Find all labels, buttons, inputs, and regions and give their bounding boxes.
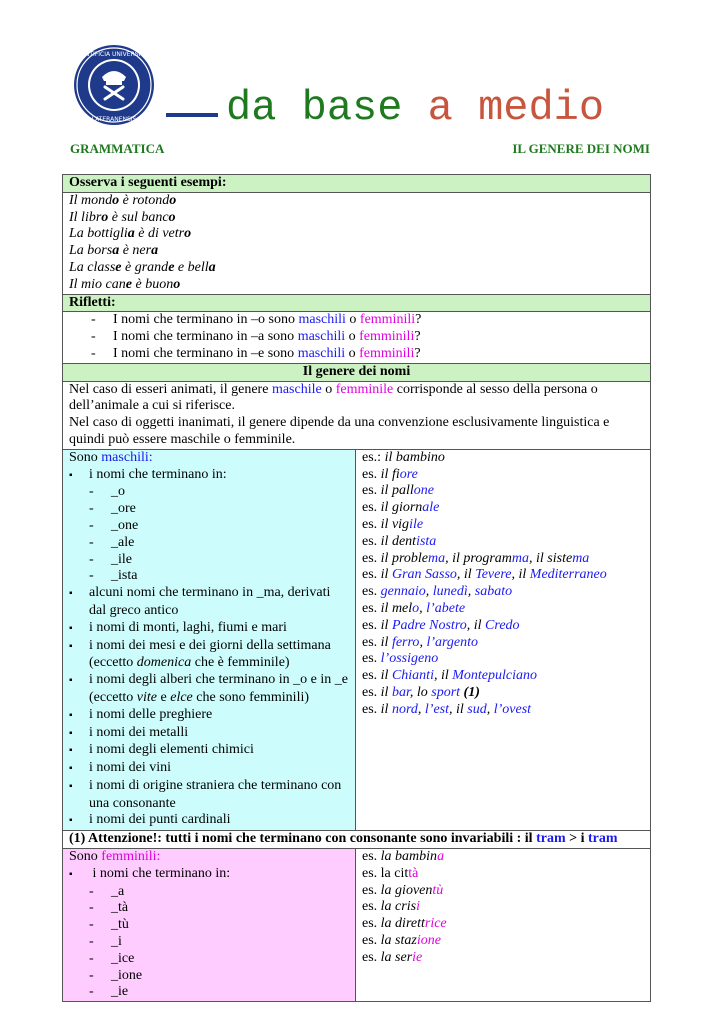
example-stem: la cris [380,899,417,915]
dash-marker: - [89,900,94,916]
intro-text: Sono [69,849,102,865]
example-prefix: es. [362,949,381,965]
rule-text: che è femminile) [191,655,290,671]
example-word: , [419,634,427,650]
footnote-ref: (1) [460,684,480,700]
example-word: o [412,600,420,616]
example-prefix: es. [362,634,381,650]
rule-item [69,638,349,673]
example-part: e [115,259,122,275]
masc-word: maschili [298,312,346,328]
example-word: ferro [391,634,420,650]
ending-example [362,916,644,933]
example-part: a [208,259,216,275]
rule-example [362,702,644,719]
ending-item [69,984,349,1001]
example-word: l’argento [426,634,479,650]
example-part: è sul banc [108,209,169,225]
question-mark: ? [414,329,421,345]
example-prefix: es. [362,600,381,616]
example-word: , [425,584,433,600]
ending-item [69,934,349,951]
example-article: il proble [380,550,428,566]
fem-word: femminili [359,329,415,345]
intro-masc: maschili: [101,449,153,465]
example-prefix: es. [362,899,381,915]
example-word: Mediterraneo [529,567,607,583]
rule-item [69,620,349,638]
genre-text: corrisponde al sesso della persona o dell’animale a cui si riferisce. [69,381,598,414]
bullet-marker: ▪ [69,588,73,600]
ending-item [69,568,349,585]
ending-example [362,883,644,900]
example-part: o [169,192,177,208]
rule-item [69,725,349,743]
ending-example [362,450,644,467]
example-stem: la gioven [380,882,433,898]
rule-text: i nomi dei punti cardinali [89,812,231,828]
example-suffix: ale [422,500,440,516]
ending-text: _ie [111,984,129,1000]
ending-text: _ale [111,534,135,550]
dash-marker: - [91,329,96,345]
dash-marker: - [89,984,94,1000]
dash-marker: - [89,950,94,966]
question-text: o [345,329,360,345]
attention-label: (1) Attenzione! [69,831,158,847]
example-suffix: tù [432,882,444,898]
bullet-marker: ▪ [69,675,73,687]
example-part: e bell [174,259,209,275]
example-word: Credo [485,617,520,633]
example-stem: la cit [380,865,409,881]
reflect-question [69,346,644,363]
rule-text: i nomi degli elementi chimici [89,742,254,758]
fem-word: femminili [359,312,416,328]
example-word: Gran Sasso [391,567,457,583]
ending-item [69,518,349,535]
dash-marker: - [89,934,94,950]
example-word: , il program [445,550,512,566]
example-word: l’ovest [493,701,532,717]
example-stem: la bambin [380,849,438,865]
rule-text: i nomi dei mesi e dei giorni della settimana (eccetto [89,637,331,671]
example-word: , [486,701,494,717]
ending-example [362,866,644,883]
example-prefix: es. [362,516,381,532]
ending-item [69,501,349,518]
example-prefix: es. [362,584,381,600]
example-part: Il mio can [69,276,126,292]
dash-marker: - [89,917,94,933]
example-sentence [69,277,644,294]
example-article: il [380,668,392,684]
dash-marker: - [89,967,94,983]
ending-text: _o [111,484,125,500]
example-word: Padre Nostro [391,617,467,633]
example-prefix: es. [362,651,381,667]
example-stem: la staz [380,933,417,949]
dash-marker: - [89,501,94,517]
rule-example [362,635,644,652]
ending-text: _i [111,934,122,950]
rule-text: i nomi dei vini [89,760,172,776]
rule-exception: domenica [136,655,192,671]
rule-item [69,672,349,707]
example-suffix: o [437,449,445,465]
example-sentence [69,243,644,260]
example-part: o [184,226,192,242]
example-prefix: es. [362,701,381,717]
fem-word: femminili [359,345,415,361]
example-word: ma [572,550,590,566]
example-prefix: es. [362,567,381,583]
genre-header: Il genere dei nomi [63,363,651,381]
example-word: sabato [474,584,513,600]
example-part: o [101,209,109,225]
ending-example [362,500,644,517]
bullet-marker: ▪ [69,868,73,880]
example-prefix: es. [362,849,381,865]
genre-fem-word: femminile [335,381,394,397]
example-part: La bors [69,243,113,259]
example-article: il [380,567,392,583]
example-word: ma [511,550,530,566]
observe-header: Osserva i seguenti esempi: [63,175,651,193]
question-text: I nomi che terminano in –a sono [113,329,298,345]
ending-text: _ile [111,551,132,567]
reflect-question [69,312,644,329]
example-prefix: es. [362,668,381,684]
example-stem: il pall [380,483,414,499]
example-word: Chianti [391,668,434,684]
example-part: è rotond [119,192,170,208]
example-sentence [69,210,644,227]
ending-item [69,900,349,917]
masculine-intro [69,450,349,467]
example-word: l’est [424,701,449,717]
example-word: nord [391,701,418,717]
bullet-marker: ▪ [69,780,73,792]
university-seal [72,43,156,127]
rule-text: che sono femminili) [192,689,310,705]
feminine-intro [69,849,349,866]
rule-example [362,685,644,702]
rule-example [362,618,644,635]
ending-text: _ista [111,568,138,584]
example-article: il [380,684,392,700]
example-stem: la dirett [380,916,425,932]
dash-marker: - [89,883,94,899]
example-part: Il mond [69,192,113,208]
rule-example [362,601,644,618]
rule-text: i nomi delle preghiere [89,706,213,722]
example-part: e [125,276,132,292]
example-part: a [127,226,135,242]
example-prefix: es. [362,617,381,633]
ending-text: _a [111,883,125,899]
seal-text-bottom: LATERANENSIS [91,116,137,123]
attention-text: : tutti i nomi che terminano con consonante sono invariabili : il [157,831,537,847]
rule-item [69,812,349,830]
intro-fem: femminili: [101,849,161,865]
feminine-examples [356,849,651,1002]
genre-explanation [63,381,651,449]
ending-example [362,950,644,967]
ending-text: _ice [111,950,135,966]
rule-text: i nomi degli alberi che terminano in _o e in _e (eccetto [89,672,348,705]
masculine-examples [356,449,651,831]
example-article: il [380,617,392,633]
bullet-marker: ▪ [69,709,73,721]
example-prefix: es. [362,500,381,516]
ending-item [69,951,349,968]
example-word: , [417,701,425,717]
example-part: a [112,243,120,259]
brand-title [166,84,604,132]
ending-example [362,899,644,916]
example-stem: il vig [380,516,410,532]
dash-marker: - [89,568,94,584]
example-suffix: one [413,483,434,499]
example-word: l’ossigeno [380,651,439,667]
example-prefix: es. [362,882,381,898]
example-word: , lo [409,684,432,700]
example-prefix: es.: [362,449,385,465]
ending-item [69,535,349,552]
question-text: o [345,345,360,361]
example-prefix: es. [362,916,381,932]
attention-text: > i [565,831,588,847]
example-stem: la ser [380,949,413,965]
example-suffix: ione [416,933,441,949]
rule-example [362,584,644,601]
example-suffix: ile [409,516,424,532]
rule-text: alcuni nomi che terminano in _ma, derivati dal greco antico [89,585,331,618]
feminine-rules [63,849,356,1002]
example-word: Tevere [475,567,512,583]
reflect-question [69,329,644,346]
genre-text-inanimate: Nel caso di oggetti inanimati, il genere dipende da una convenzione esclusivamente linguistica e quindi può essere maschile o femminile. [69,415,610,447]
reflect-header: Rifletti: [63,294,651,312]
example-prefix: es. [362,684,381,700]
example-word: , [419,600,427,616]
rule-item [69,707,349,725]
ending-text: _ore [111,501,136,517]
bullet-marker: ▪ [69,745,73,757]
example-part: e [168,259,175,275]
ending-text: _tù [111,917,129,933]
example-sentence [69,260,644,277]
example-part: o [173,276,181,292]
seal-text-top: PONTIFICIA UNIVERSITAS [76,51,152,58]
attention-word: tram [536,831,566,847]
ending-example [362,849,644,866]
ending-example [362,534,644,551]
example-suffix: ista [416,533,437,549]
brand-word-base: da base [226,84,403,132]
example-word: ma [427,550,446,566]
brand-rule [166,113,218,117]
example-word: , il [433,668,453,684]
bullet-marker: ▪ [69,815,73,827]
example-suffix: a [437,849,445,865]
example-word: , il [456,567,476,583]
bullet-marker: ▪ [69,727,73,739]
example-suffix: tà [408,865,419,881]
example-stem: il dent [380,533,417,549]
ending-text: _ione [111,967,143,983]
example-suffix: ore [399,466,418,482]
example-stem: il giorn [380,500,423,516]
example-part: è ner [119,243,152,259]
bullet-marker: ▪ [69,469,73,481]
example-article: il [380,701,392,717]
rule-example [362,668,644,685]
example-part: è di vetr [134,226,185,242]
rule-endings [69,467,349,485]
example-stem: il fi [380,466,400,482]
masculine-rules [63,449,356,831]
question-text: I nomi che terminano in –e sono [113,345,298,361]
rule-text: e [157,689,171,705]
attention-word: tram [587,831,618,847]
dash-marker: - [89,517,94,533]
example-word: , il siste [529,550,573,566]
example-part: La class [69,259,116,275]
ending-example [362,933,644,950]
brand-word-medio: a medio [427,84,605,132]
example-prefix: es. [362,483,381,499]
example-suffix: i [416,899,420,915]
example-word: sud [467,701,487,717]
question-text: o [345,312,360,328]
question-mark: ? [414,345,421,361]
observe-examples [63,192,651,294]
dash-marker: - [91,345,96,361]
example-word: gennaio [380,584,426,600]
example-prefix: es. [362,550,381,566]
masc-word: maschili [297,329,346,345]
example-part: è buon [131,276,174,292]
example-part: a [151,243,159,259]
example-word: sport [431,684,461,700]
example-part: o [168,209,176,225]
rule-exception: elce [170,689,193,705]
example-sentence [69,226,644,243]
example-word: , [467,584,475,600]
example-word: , il [511,567,530,583]
example-prefix: es. [362,933,381,949]
lesson-table [62,174,651,1002]
ending-text: _tà [111,900,129,916]
genre-masc-word: maschile [271,381,322,397]
rule-item [69,778,349,813]
example-suffix: rice [424,916,447,932]
rule-text: i nomi dei metalli [89,724,189,740]
reflect-questions [63,312,651,363]
ending-example [362,517,644,534]
rule-item [69,585,349,620]
example-sentence [69,193,644,210]
masc-word: maschili [297,345,346,361]
bullet-marker: ▪ [69,622,73,634]
rule-example [362,551,644,568]
example-part: o [112,192,120,208]
example-suffix: ie [412,949,423,965]
ending-item [69,484,349,501]
rule-text: i nomi che terminano in: [89,865,231,881]
bullet-marker: ▪ [69,763,73,775]
section-label: GRAMMATICA [70,141,165,156]
genre-text: o [321,381,336,397]
example-word: Montepulciano [452,668,538,684]
example-word: bar [391,684,410,700]
question-mark: ? [415,312,422,328]
example-stem: il bambin [384,449,438,465]
example-prefix: es. [362,466,381,482]
rule-endings [69,866,349,884]
example-part: è grand [121,259,169,275]
rule-text: i nomi di monti, laghi, fiumi e mari [89,619,287,635]
example-article: il [380,634,392,650]
ending-text: _one [111,517,139,533]
rule-item [69,760,349,778]
ending-example [362,467,644,484]
ending-item [69,552,349,569]
dash-marker: - [89,551,94,567]
example-prefix: es. [362,533,381,549]
rule-text: i nomi di origine straniera che terminano con una consonante [89,777,342,811]
intro-text: Sono [69,449,102,465]
bullet-marker: ▪ [69,640,73,652]
example-word: , il [449,701,468,717]
ending-item [69,884,349,901]
dash-marker: - [91,312,96,328]
attention-note [63,831,651,849]
example-part: La bottigli [69,226,128,242]
ending-example [362,483,644,500]
rule-example [362,567,644,584]
example-word: l’abete [426,600,466,616]
rule-exception: vite [136,689,158,705]
example-word: lunedì [432,584,468,600]
rule-example [362,651,644,668]
topic-label: IL GENERE DEI NOMI [512,141,650,156]
rule-item [69,742,349,760]
rule-text: i nomi che terminano in: [89,466,227,482]
example-prefix: es. [362,865,381,881]
genre-text: Nel caso di esseri animati, il genere [69,381,272,397]
dash-marker: - [89,484,94,500]
example-article: il mel [380,600,413,616]
example-part: Il libr [69,209,102,225]
ending-item [69,968,349,985]
dash-marker: - [89,534,94,550]
example-word: , il [466,617,486,633]
question-text: I nomi che terminano in –o sono [113,312,299,328]
ending-item [69,917,349,934]
